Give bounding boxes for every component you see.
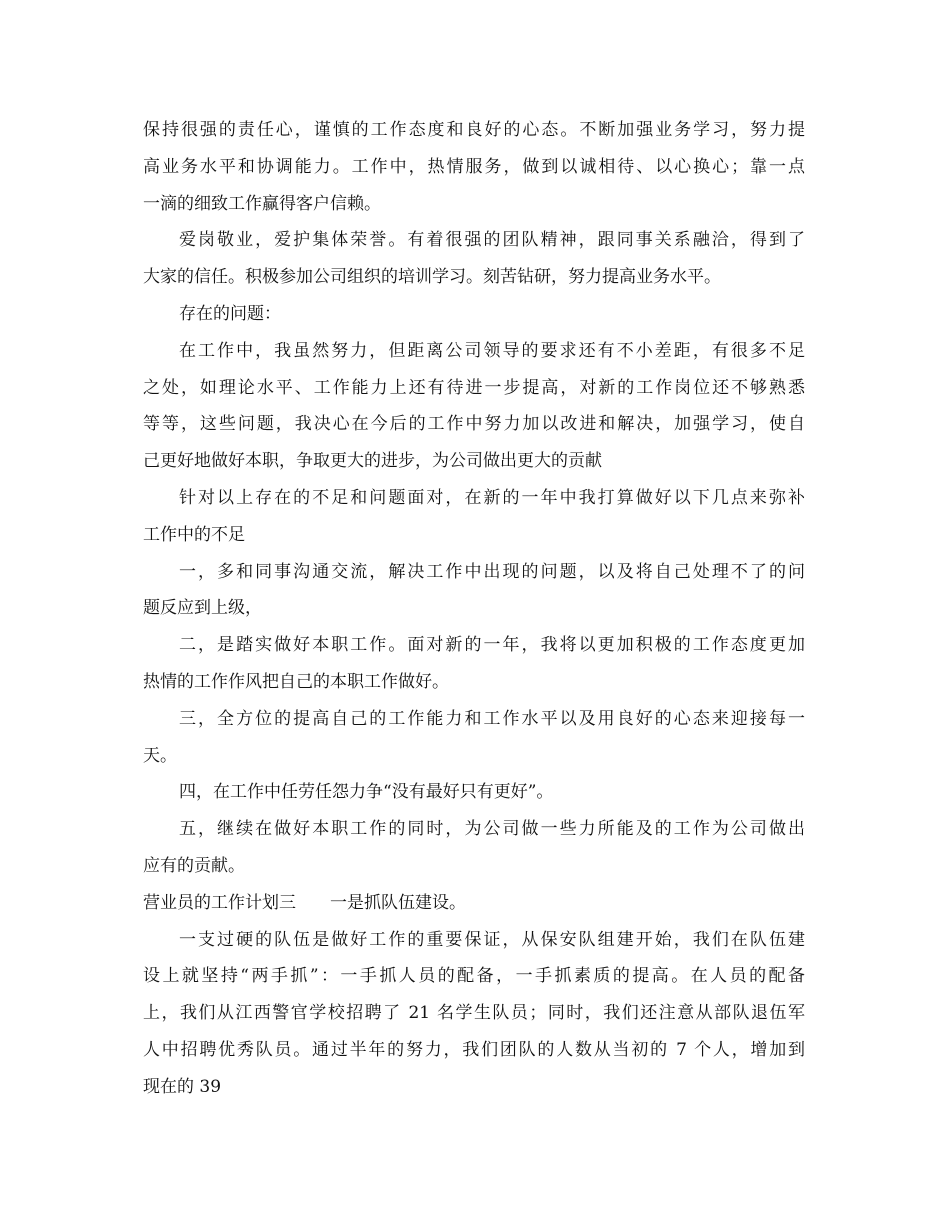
text-line: 之处，如理论水平、工作能力上还有待进一步提高，对新的工作岗位还不够熟悉 bbox=[143, 377, 805, 398]
paragraph-first-line: 一，多和同事沟通交流，解决工作中出现的问题，以及将自己处理不了的问 bbox=[179, 561, 805, 582]
text-line: 工作中的不足 bbox=[143, 524, 245, 545]
text-line: 应有的贡献。 bbox=[143, 855, 245, 876]
paragraph-first-line: 二，是踏实做好本职工作。面对新的一年，我将以更加积极的工作态度更加 bbox=[179, 635, 805, 656]
paragraph-first-line: 在工作中，我虽然努力，但距离公司领导的要求还有不小差距，有很多不足 bbox=[179, 340, 805, 361]
paragraph-first-line: 四，在工作中任劳任怨力争“没有最好只有更好”。 bbox=[179, 782, 554, 803]
text-line: 天。 bbox=[143, 745, 177, 766]
text-line: 大家的信任。积极参加公司组织的培训学习。刻苦钻研，努力提高业务水平。 bbox=[143, 267, 721, 288]
paragraph-first-line: 针对以上存在的不足和问题面对，在新的一年中我打算做好以下几点来弥补 bbox=[179, 487, 805, 508]
paragraph-first-line: 一支过硬的队伍是做好工作的重要保证，从保安队组建开始，我们在队伍建 bbox=[179, 929, 805, 950]
text-line: 热情的工作作风把自己的本职工作做好。 bbox=[143, 671, 449, 692]
paragraph-first-line: 三，全方位的提高自己的工作能力和工作水平以及用良好的心态来迎接每一 bbox=[179, 708, 805, 729]
text-line: 题反应到上级， bbox=[143, 598, 262, 619]
paragraph-first-line: 存在的问题： bbox=[179, 303, 281, 324]
text-line: 己更好地做好本职，争取更大的进步，为公司做出更大的贡献 bbox=[143, 451, 602, 472]
text-line: 高业务水平和协调能力。工作中，热情服务，做到以诚相待、以心换心；靠一点 bbox=[143, 156, 805, 177]
text-line: 保持很强的责任心，谨慎的工作态度和良好的心态。不断加强业务学习，努力提 bbox=[143, 120, 805, 140]
text-line: 等等，这些问题，我决心在今后的工作中努力加以改进和解决，加强学习，使自 bbox=[143, 414, 805, 435]
text-line: 人中招聘优秀队员。通过半年的努力，我们团队的人数从当初的 7 个人，增加到 bbox=[143, 1039, 805, 1060]
text-line: 现在的 39 bbox=[143, 1076, 222, 1097]
paragraph-first-line: 爱岗敬业，爱护集体荣誉。有着很强的团队精神，跟同事关系融洽，得到了 bbox=[179, 230, 805, 251]
text-line: 上，我们从江西警官学校招聘了 21 名学生队员；同时，我们还注意从部队退伍军 bbox=[143, 1003, 805, 1024]
text-line: 设上就坚持“两手抓”：一手抓人员的配备，一手抓素质的提高。在人员的配备 bbox=[143, 966, 805, 987]
text-line: 一滴的细致工作赢得客户信赖。 bbox=[143, 193, 381, 214]
document-body bbox=[143, 112, 805, 1106]
paragraph-first-line: 五，继续在做好本职工作的同时，为公司做一些力所能及的工作为公司做出 bbox=[179, 819, 805, 840]
text-line: 营业员的工作计划三 一是抓队伍建设。 bbox=[143, 892, 466, 913]
